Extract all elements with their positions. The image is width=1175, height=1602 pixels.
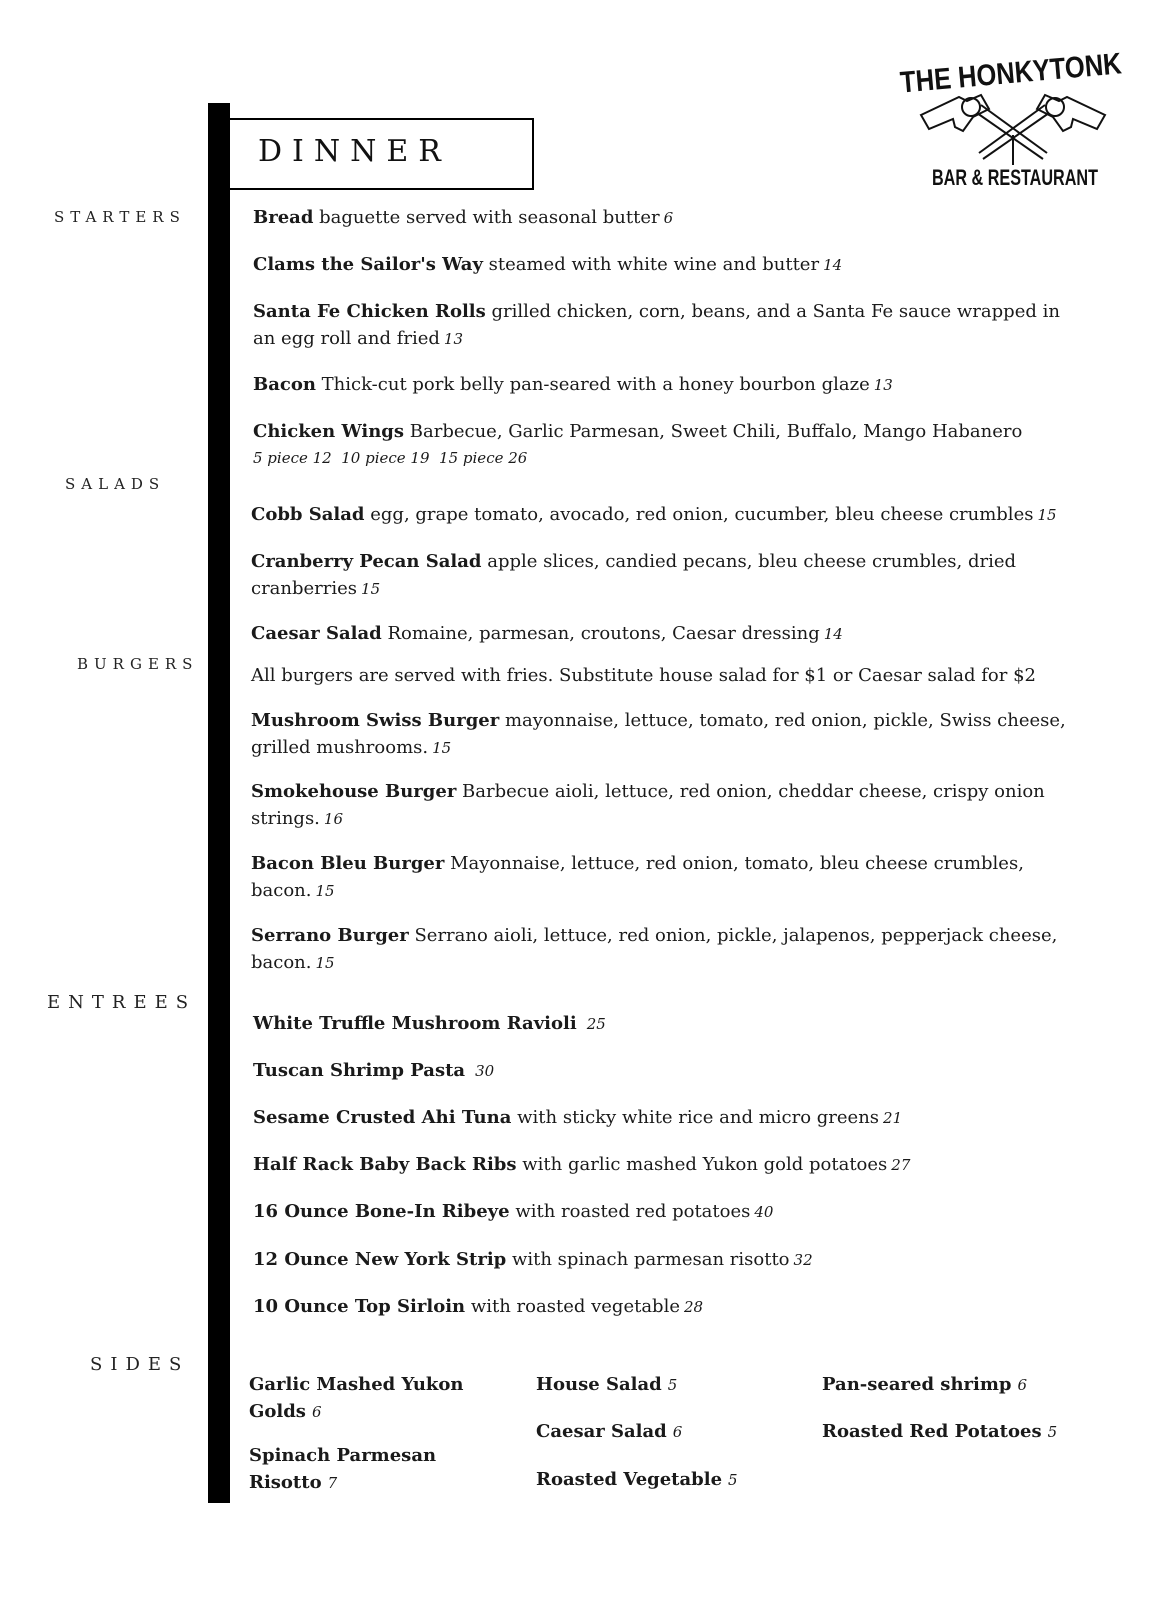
item-name: Santa Fe Chicken Rolls — [253, 301, 486, 322]
item-desc: mayonnaise, lettuce, tomato, red onion, pickle, Swiss cheese, grilled mushrooms. — [251, 710, 1066, 758]
item-desc: with roasted vegetable — [465, 1296, 680, 1317]
item-price: 25 — [586, 1015, 606, 1033]
item-options: 5 piece 12 10 piece 19 15 piece 26 — [253, 449, 528, 467]
item-price: 27 — [891, 1156, 911, 1174]
item-desc: with spinach parmesan risotto — [506, 1249, 790, 1270]
item-desc: Romaine, parmesan, croutons, Caesar dressing — [381, 623, 820, 644]
item-price: 13 — [443, 330, 464, 348]
menu-item — [251, 620, 1071, 648]
item-desc: with roasted red potatoes — [509, 1201, 751, 1222]
side-price: 7 — [327, 1474, 338, 1492]
item-name: Serrano Burger — [251, 925, 409, 946]
item-name: Half Rack Baby Back Ribs — [253, 1154, 517, 1175]
item-name: Smokehouse Burger — [251, 781, 457, 802]
item-price: 15 — [1037, 506, 1057, 524]
item-name: Mushroom Swiss Burger — [251, 710, 500, 731]
item-name: 16 Ounce Bone-In Ribeye — [253, 1201, 510, 1222]
item-desc: Barbecue aioli, lettuce, red onion, cheddar cheese, crispy onion strings. — [251, 781, 1045, 829]
item-price: 30 — [475, 1062, 495, 1080]
item-desc: baguette served with seasonal butter — [313, 207, 660, 228]
side-price: 6 — [311, 1403, 322, 1421]
item-desc: Thick-cut pork belly pan-seared with a honey bourbon glaze — [315, 374, 870, 395]
item-name: Clams the Sailor's Way — [253, 254, 483, 275]
section-label-burgers: BURGERS — [77, 655, 199, 673]
item-desc: with sticky white rice and micro greens — [511, 1107, 880, 1128]
menu-item — [253, 1010, 1073, 1038]
item-price: 14 — [823, 256, 843, 274]
item-name: Chicken Wings — [253, 421, 405, 442]
item-name: Cobb Salad — [251, 504, 365, 525]
side-price: 5 — [667, 1376, 678, 1394]
menu-item — [253, 371, 1073, 399]
item-price: 28 — [684, 1298, 704, 1316]
item-price: 6 — [663, 209, 674, 227]
item-desc: Mayonnaise, lettuce, red onion, tomato, bleu cheese crumbles, bacon. — [251, 853, 1024, 901]
side-price: 6 — [672, 1423, 683, 1441]
menu-title: DINNER — [258, 134, 451, 169]
side-item — [536, 1466, 766, 1494]
menu-item — [253, 418, 1073, 472]
item-name: Sesame Crusted Ahi Tuna — [253, 1107, 512, 1128]
item-price: 13 — [873, 376, 893, 394]
item-desc: egg, grape tomato, avocado, red onion, cucumber, bleu cheese crumbles — [364, 504, 1034, 525]
item-name: Bread — [253, 207, 314, 228]
section-label-salads: SALADS — [65, 475, 166, 493]
item-name: Caesar Salad — [251, 623, 382, 644]
vertical-divider-bar — [208, 103, 230, 1503]
logo-bottom-text: BAR & RESTAURANT — [932, 165, 1099, 190]
menu-item — [253, 1151, 1073, 1179]
side-name: Pan-seared shrimp — [822, 1374, 1012, 1395]
item-name: Cranberry Pecan Salad — [251, 551, 482, 572]
menu-item — [251, 707, 1071, 762]
menu-item — [253, 298, 1073, 353]
menu-item — [251, 501, 1071, 529]
menu-item — [253, 1057, 1073, 1085]
item-name: Bacon — [253, 374, 316, 395]
side-name: House Salad — [536, 1374, 662, 1395]
item-name: 12 Ounce New York Strip — [253, 1249, 507, 1270]
side-name: Roasted Vegetable — [536, 1469, 723, 1490]
honkytonk-logo — [893, 35, 1162, 195]
menu-item — [253, 1198, 1073, 1226]
item-name: Tuscan Shrimp Pasta — [253, 1060, 466, 1081]
side-name: Caesar Salad — [536, 1421, 667, 1442]
item-price: 14 — [823, 625, 843, 643]
side-item — [536, 1418, 766, 1446]
item-desc: grilled chicken, corn, beans, and a Santa Fe sauce wrapped in an egg roll and fried — [253, 301, 1060, 349]
section-label-entrees: ENTREES — [47, 992, 197, 1013]
side-item — [249, 1442, 469, 1497]
side-name: Garlic Mashed Yukon Golds — [249, 1374, 464, 1422]
burgers-note: All burgers are served with fries. Substitute house salad for $1 or Caesar salad for $2 — [251, 665, 1036, 686]
menu-item — [253, 1246, 1073, 1274]
menu-item — [253, 204, 1073, 232]
side-price: 5 — [728, 1471, 738, 1489]
item-desc: steamed with white wine and butter — [482, 254, 820, 275]
item-desc: apple slices, candied pecans, bleu cheese crumbles, dried cranberries — [251, 551, 1017, 599]
item-desc: with garlic mashed Yukon gold potatoes — [516, 1154, 888, 1175]
item-name: Bacon Bleu Burger — [251, 853, 445, 874]
side-item — [249, 1371, 469, 1426]
menu-item — [253, 251, 1073, 279]
section-label-starters: STARTERS — [54, 208, 186, 226]
item-price: 32 — [793, 1251, 813, 1269]
side-name: Roasted Red Potatoes — [822, 1421, 1042, 1442]
item-price: 15 — [432, 739, 452, 757]
menu-item — [251, 778, 1071, 833]
item-price: 15 — [315, 882, 335, 900]
side-item — [822, 1371, 1082, 1399]
item-price: 15 — [315, 954, 335, 972]
side-item — [822, 1418, 1082, 1446]
crossed-revolvers-icon — [893, 35, 1162, 195]
menu-item — [253, 1293, 1073, 1321]
logo-top-text: THE HONKYTONK — [898, 43, 1162, 100]
item-desc: Serrano aioli, lettuce, red onion, pickle, jalapenos, pepperjack cheese, bacon. — [251, 925, 1058, 973]
menu-item — [251, 922, 1071, 977]
side-name: Spinach Parmesan Risotto — [249, 1445, 437, 1493]
menu-item — [253, 1104, 1073, 1132]
side-price: 6 — [1017, 1376, 1028, 1394]
side-item — [536, 1371, 766, 1399]
menu-item — [251, 548, 1071, 603]
item-price: 21 — [883, 1109, 903, 1127]
side-price: 5 — [1047, 1423, 1058, 1441]
item-name: 10 Ounce Top Sirloin — [253, 1296, 466, 1317]
item-desc: Barbecue, Garlic Parmesan, Sweet Chili, Buffalo, Mango Habanero — [404, 421, 1023, 442]
item-price: 16 — [323, 810, 343, 828]
section-label-sides: SIDES — [90, 1354, 190, 1375]
menu-item — [251, 850, 1071, 905]
item-price: 15 — [361, 580, 381, 598]
item-price: 40 — [754, 1203, 774, 1221]
item-name: White Truffle Mushroom Ravioli — [253, 1013, 577, 1034]
